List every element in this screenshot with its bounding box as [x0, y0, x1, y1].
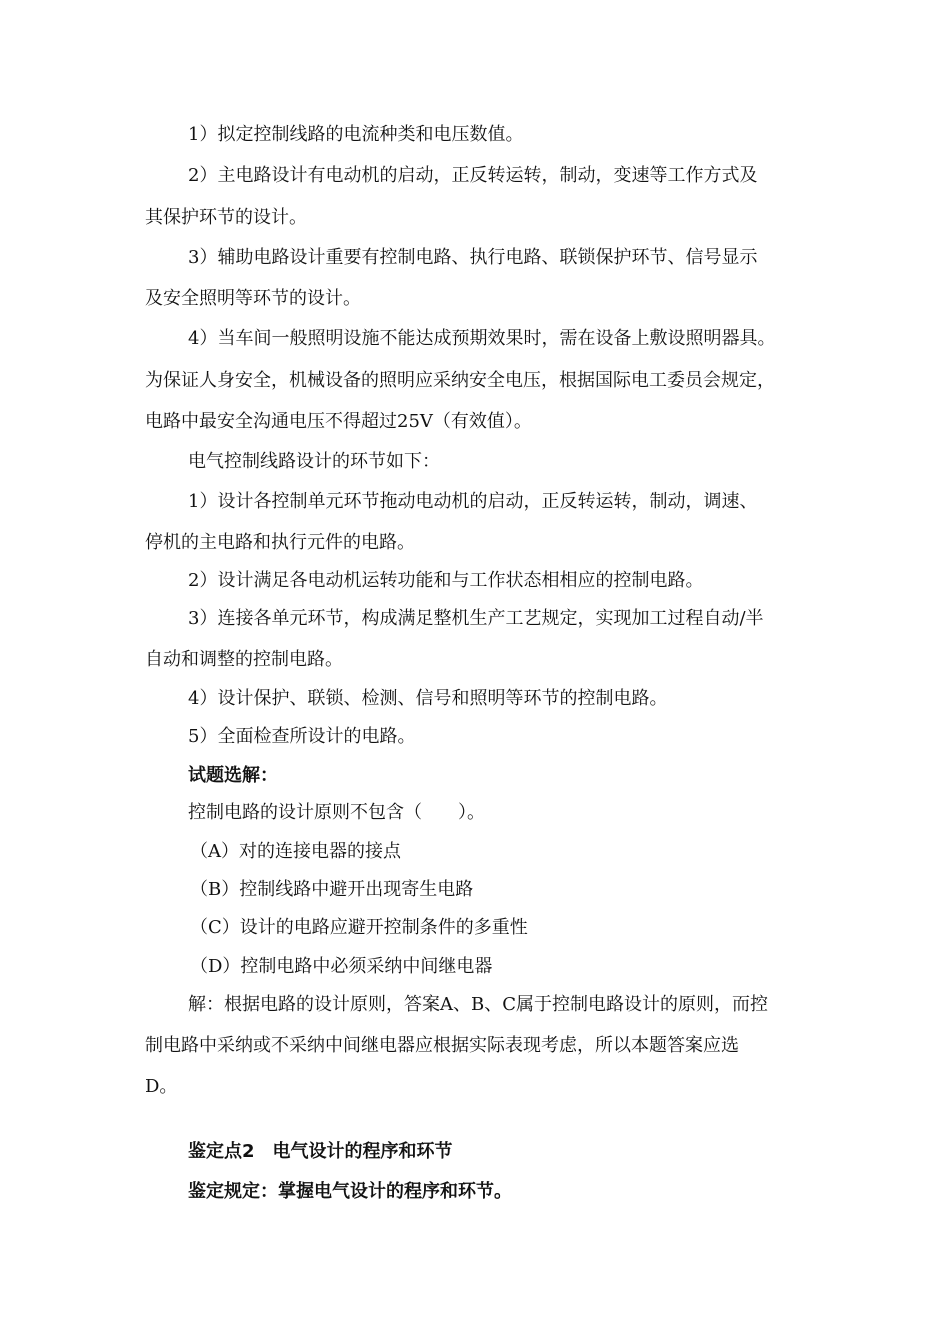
exercise-option: （D）控制电路中必须采纳中间继电器: [190, 956, 493, 977]
paragraph-line: 电路中最安全沟通电压不得超过25V（有效值）。: [145, 411, 532, 432]
exercise-option: （C）设计的电路应避开控制条件的多重性: [190, 917, 528, 938]
paragraph-line: 4）设计保护、联锁、检测、信号和照明等环节的控制电路。: [188, 688, 668, 709]
answer-line: 制电路中采纳或不采纳中间继电器应根据实际表现考虑，所以本题答案应选: [145, 1035, 739, 1056]
paragraph-line: 4）当车间一般照明设施不能达成预期效果时，需在设备上敷设照明器具。: [188, 328, 776, 349]
paragraph-line: 为保证人身安全，机械设备的照明应采纳安全电压，根据国际电工委员会规定，: [145, 370, 775, 391]
paragraph-line: 停机的主电路和执行元件的电路。: [145, 532, 415, 553]
answer-line: 解：根据电路的设计原则，答案A、B、C属于控制电路设计的原则，而控: [188, 994, 768, 1015]
section-title: 鉴定点2 电气设计的程序和环节: [188, 1141, 453, 1162]
paragraph-line: 自动和调整的控制电路。: [145, 649, 343, 670]
exercise-option: （B）控制线路中避开出现寄生电路: [190, 879, 474, 900]
paragraph-line: 1）拟定控制线路的电流种类和电压数值。: [188, 124, 524, 145]
paragraph-line: 其保护环节的设计。: [145, 207, 307, 228]
exercise-option: （A）对的连接电器的接点: [190, 841, 401, 862]
answer-line: D。: [145, 1076, 178, 1097]
paragraph-line: 2）主电路设计有电动机的启动，正反转运转，制动，变速等工作方式及: [188, 165, 758, 186]
exercise-heading: 试题选解：: [188, 765, 278, 786]
paragraph-line: 电气控制线路设计的环节如下：: [188, 451, 440, 472]
section-requirement: 鉴定规定：掌握电气设计的程序和环节。: [188, 1181, 512, 1202]
paragraph-line: 及安全照明等环节的设计。: [145, 288, 361, 309]
paragraph-line: 3）连接各单元环节，构成满足整机生产工艺规定，实现加工过程自动/半: [188, 608, 764, 629]
exercise-question: 控制电路的设计原则不包含（ ）。: [188, 802, 485, 823]
paragraph-line: 1）设计各控制单元环节拖动电动机的启动，正反转运转，制动，调速、: [188, 491, 758, 512]
paragraph-line: 5）全面检查所设计的电路。: [188, 726, 416, 747]
paragraph-line: 3）辅助电路设计重要有控制电路、执行电路、联锁保护环节、信号显示: [188, 247, 758, 268]
paragraph-line: 2）设计满足各电动机运转功能和与工作状态相相应的控制电路。: [188, 570, 704, 591]
